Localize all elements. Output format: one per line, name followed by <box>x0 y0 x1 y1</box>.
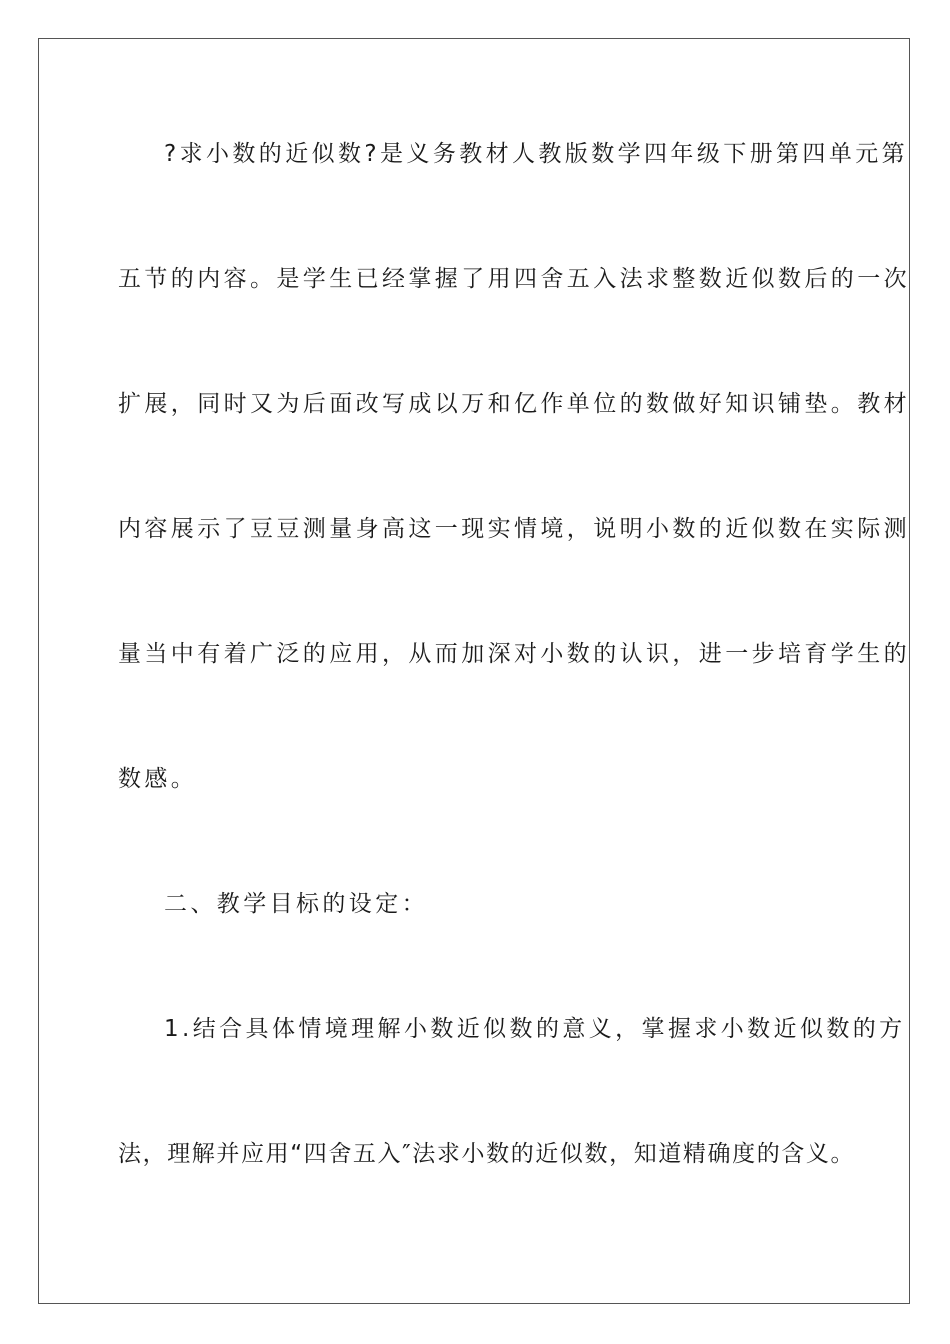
paragraph-line: 五节的内容。是学生已经掌握了用四舍五入法求整数近似数后的一次 <box>118 266 910 292</box>
objective-line: 1.结合具体情境理解小数近似数的意义，掌握求小数近似数的方 <box>164 1016 906 1042</box>
section-heading: 二、教学目标的设定： <box>164 891 428 917</box>
paragraph-line: 量当中有着广泛的应用，从而加深对小数的认识，进一步培育学生的 <box>118 641 910 667</box>
paragraph-line: ?求小数的近似数?是义务教材人教版数学四年级下册第四单元第 <box>164 141 909 167</box>
paragraph-line: 数感。 <box>118 766 198 792</box>
paragraph-line: 内容展示了豆豆测量身高这一现实情境，说明小数的近似数在实际测 <box>118 516 910 542</box>
objective-line: 法，理解并应用“四舍五入″法求小数的近似数，知道精确度的含义。 <box>118 1141 856 1167</box>
paragraph-line: 扩展，同时又为后面改写成以万和亿作单位的数做好知识铺垫。教材 <box>118 391 910 417</box>
document-body <box>118 118 910 1243</box>
